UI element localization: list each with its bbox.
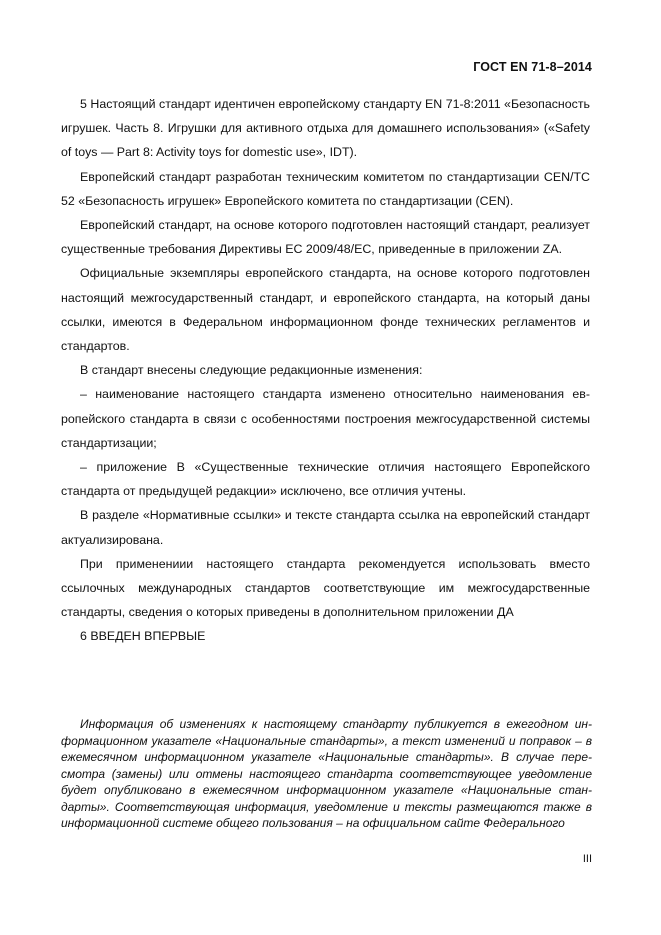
paragraph-committee: Европейский стандарт разработан техническим комитетом по стандартизации CEN/TC 52 «Безопасность игрушек» Европейского комитета по стандартизации (CEN). (61, 169, 590, 208)
paragraph-directive: Европейский стандарт, на основе которого подготовлен настоящий стандарт, реализует существенные требования Директивы ЕС 2009/48/ЕС, приведенные в приложении ZA. (61, 218, 590, 257)
info-note: Информация об изменениях к настоящему стандарту публикуется в ежегодном информационном указателе «Национальные стандарты», а текст изменений и поправок – в ежемесячном информационном указателе «Национальные стандарты». В случае пересмотра (замены) или отмены настоящего стандарта соответствующее уведомление будет опубликовано в ежемесячном информационном указателе «Национальные стандарты». Соответствующая информация, уведомление и тексты размещаются также в информационной системе общего пользования – на официальном сайте Федерального (61, 717, 592, 830)
paragraph-identity: 5 Настоящий стандарт идентичен европейскому стандарту EN 71-8:2011 «Безопасность игрушек. Часть 8. Игрушки для активного отдыха для домашнего использования» («Safety of toys — Part 8: Activity toys for domestic use», IDT). (61, 97, 590, 160)
paragraph-introduced-first: 6 ВВЕДЕН ВПЕРВЫЕ (80, 629, 206, 644)
list-item-name-change: – наименование настоящего стандарта изменено относительно наименования европейского стандарта в связи с особенностями построения межгосударственной системы стандартизации; (61, 387, 590, 450)
paragraph-editorial-changes: В стандарт внесены следующие редакционные изменения: (80, 363, 423, 378)
paragraph-normative-references: В разделе «Нормативные ссылки» и тексте стандарта ссылка на европейский стандарт актуализирована. (61, 508, 590, 547)
paragraph-application: При применениии настоящего стандарта рекомендуется использовать вместо ссылочных международных стандартов соответствующие им межгосударственные стандарты, сведения о которых приведены в дополнительном приложении ДА (61, 556, 590, 620)
document-code: ГОСТ EN 71-8–2014 (473, 60, 592, 74)
paragraph-official-copies: Официальные экземпляры европейского стандарта, на основе которого подготовлен настоящий межгосударственный стандарт, и европейского стандарта, на который даны ссылки, имеются в Федеральном информационном фонде технических регламентов и стандартов. (61, 266, 590, 354)
page-number: III (582, 853, 592, 865)
body-text (61, 92, 590, 649)
list-item-annex-removed: – приложение В «Существенные технические отличия настоящего Европейского стандарта от предыдущей редакции» исключено, все отличия учтены. (61, 460, 590, 499)
